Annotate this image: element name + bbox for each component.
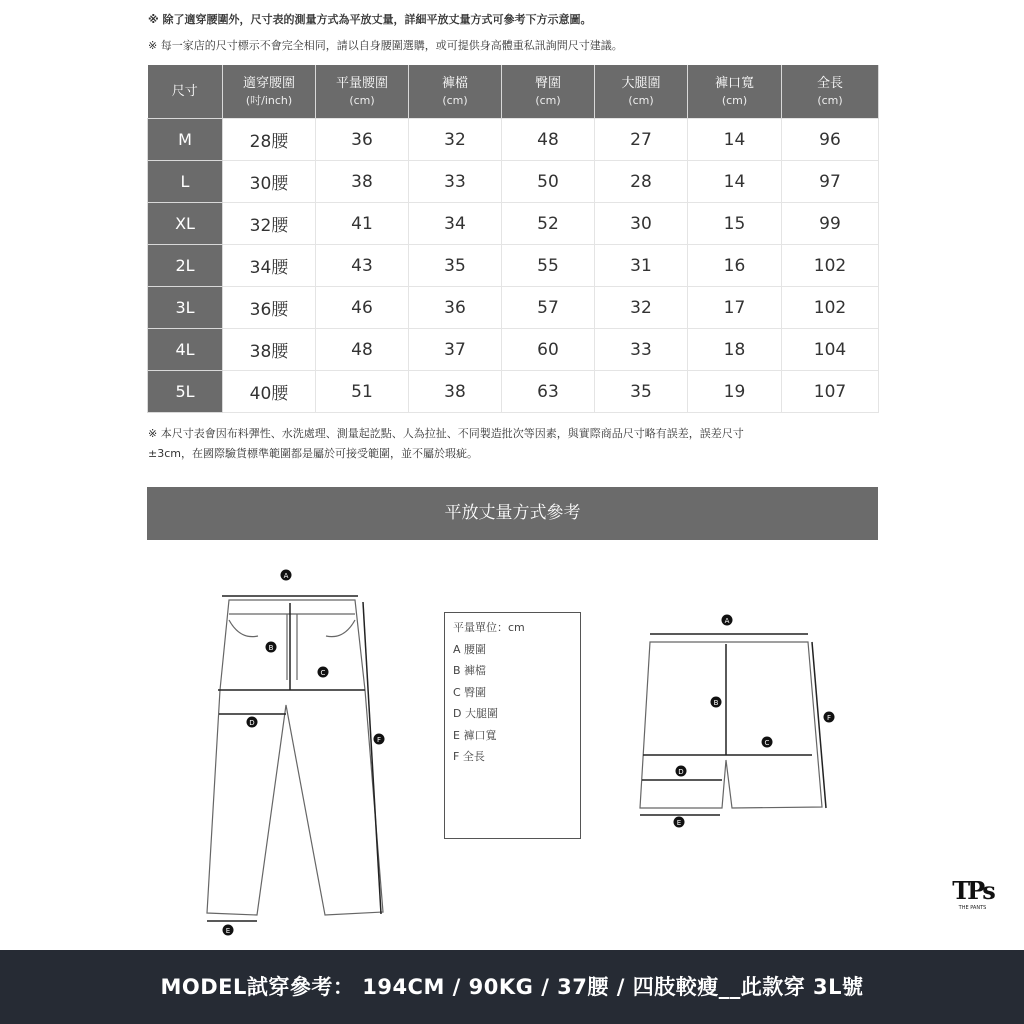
table-cell: 57 <box>502 287 595 329</box>
column-header-label: 平量腰圍 <box>335 75 388 91</box>
size-label-cell: 5L <box>148 371 223 413</box>
svg-text:D: D <box>678 768 684 776</box>
table-cell: 14 <box>688 161 782 203</box>
svg-text:A: A <box>724 617 730 625</box>
table-cell: 40腰 <box>223 371 316 413</box>
column-header-label: 臀圍 <box>534 75 561 91</box>
size-label-cell: M <box>148 119 223 161</box>
table-cell: 27 <box>595 119 688 161</box>
footnote-line1: ※ 本尺寸表會因布料彈性、水洗處理、測量起訖點、人為拉扯、不同製造批次等因素，與實際商品尺寸略有誤差，誤差尺寸 <box>148 427 744 440</box>
legend-item: C 臀圍 <box>453 685 487 699</box>
legend-item: F 全長 <box>453 750 485 763</box>
table-cell: 43 <box>316 245 409 287</box>
column-header-unit: (cm) <box>535 93 561 107</box>
table-cell: 34 <box>409 203 502 245</box>
svg-text:E: E <box>676 819 682 827</box>
logo-subtitle: THE PANTS <box>958 905 987 911</box>
table-cell: 96 <box>782 119 879 161</box>
table-cell: 36腰 <box>223 287 316 329</box>
shorts-outline <box>640 642 822 808</box>
svg-text:B: B <box>713 699 719 707</box>
legend-item: A 腰圍 <box>453 642 487 656</box>
table-cell: 34腰 <box>223 245 316 287</box>
legend-title: 平量單位：cm <box>453 621 525 634</box>
model-info-bar: MODEL試穿參考： 194CM / 90KG / 37腰 / 四肢較瘦__此款穿 3L號 <box>0 950 1024 1024</box>
marker-b <box>266 642 277 653</box>
table-cell: 38 <box>409 371 502 413</box>
column-header-label: 褲檔 <box>441 75 468 91</box>
marker-e <box>223 925 234 936</box>
column-header-unit: (cm) <box>442 93 468 107</box>
table-cell: 28腰 <box>223 119 316 161</box>
size-label-cell: L <box>148 161 223 203</box>
table-cell: 38 <box>316 161 409 203</box>
table-cell: 55 <box>502 245 595 287</box>
table-cell: 18 <box>688 329 782 371</box>
marker-b <box>711 697 722 708</box>
table-cell: 33 <box>595 329 688 371</box>
size-label-cell: 2L <box>148 245 223 287</box>
table-cell: 102 <box>782 245 879 287</box>
table-cell: 15 <box>688 203 782 245</box>
column-header-unit: (cm) <box>628 93 654 107</box>
measurement-banner: 平放丈量方式參考 <box>147 487 878 540</box>
size-label-cell: 4L <box>148 329 223 371</box>
svg-text:B: B <box>268 644 274 652</box>
note-size-advice: ※ 每一家店的尺寸標示不會完全相同，請以自身腰圍選購，或可提供身高體重私訊詢問尺寸建議。 <box>148 39 623 52</box>
table-cell: 50 <box>502 161 595 203</box>
table-cell: 36 <box>316 119 409 161</box>
table-cell: 17 <box>688 287 782 329</box>
size-label-cell: 3L <box>148 287 223 329</box>
svg-text:C: C <box>764 739 770 747</box>
table-cell: 48 <box>502 119 595 161</box>
column-header-label: 尺寸 <box>171 84 198 99</box>
footnote-line2: ±3cm，在國際驗貨標準範圍都是屬於可接受範圍，並不屬於瑕疵。 <box>148 447 478 460</box>
table-cell: 60 <box>502 329 595 371</box>
marker-d <box>247 717 258 728</box>
marker-a <box>722 615 733 626</box>
table-cell: 14 <box>688 119 782 161</box>
table-cell: 102 <box>782 287 879 329</box>
marker-c <box>318 667 329 678</box>
table-cell: 97 <box>782 161 879 203</box>
shorts-guides <box>640 634 826 815</box>
table-cell: 38腰 <box>223 329 316 371</box>
table-cell: 31 <box>595 245 688 287</box>
column-header-label: 全長 <box>816 75 843 91</box>
table-cell: 32 <box>409 119 502 161</box>
marker-f <box>824 712 835 723</box>
column-header-label: 適穿腰圍 <box>242 75 295 91</box>
note-flat-measure: ※ 除了適穿腰圍外，尺寸表的測量方式為平放丈量，詳細平放丈量方式可參考下方示意圖。 <box>148 13 592 26</box>
legend-item: E 褲口寬 <box>453 728 497 742</box>
logo-mark: TPs <box>952 876 993 905</box>
table-cell: 37 <box>409 329 502 371</box>
table-cell: 19 <box>688 371 782 413</box>
svg-text:D: D <box>249 719 255 727</box>
table-cell: 107 <box>782 371 879 413</box>
table-cell: 32腰 <box>223 203 316 245</box>
table-cell: 52 <box>502 203 595 245</box>
marker-a <box>281 570 292 581</box>
marker-f <box>374 734 385 745</box>
table-cell: 32 <box>595 287 688 329</box>
table-cell: 33 <box>409 161 502 203</box>
table-cell: 16 <box>688 245 782 287</box>
table-cell: 48 <box>316 329 409 371</box>
table-cell: 41 <box>316 203 409 245</box>
marker-c <box>762 737 773 748</box>
column-header-unit: (吋/inch) <box>245 93 293 107</box>
column-header-unit: (cm) <box>721 93 748 107</box>
table-cell: 51 <box>316 371 409 413</box>
table-cell: 99 <box>782 203 879 245</box>
svg-text:C: C <box>320 669 326 677</box>
column-header-unit: (cm) <box>817 93 843 107</box>
table-cell: 28 <box>595 161 688 203</box>
table-cell: 30腰 <box>223 161 316 203</box>
legend-item: B 褲檔 <box>453 664 487 677</box>
svg-text:F: F <box>376 736 382 744</box>
table-cell: 35 <box>409 245 502 287</box>
table-cell: 35 <box>595 371 688 413</box>
table-cell: 30 <box>595 203 688 245</box>
table-cell: 104 <box>782 329 879 371</box>
svg-text:F: F <box>826 714 832 722</box>
size-label-cell: XL <box>148 203 223 245</box>
svg-text:E: E <box>225 927 231 935</box>
column-header-label: 褲口寬 <box>714 75 754 91</box>
table-cell: 46 <box>316 287 409 329</box>
long-pants-guides <box>207 596 381 921</box>
table-cell: 63 <box>502 371 595 413</box>
marker-e <box>674 817 685 828</box>
marker-d <box>676 766 687 777</box>
measurement-legend <box>444 612 581 839</box>
table-cell: 36 <box>409 287 502 329</box>
column-header-unit: (cm) <box>349 93 375 107</box>
svg-text:A: A <box>283 572 289 580</box>
column-header-label: 大腿圍 <box>621 75 661 91</box>
brand-logo <box>950 876 995 911</box>
long-pants-outline <box>207 600 383 915</box>
legend-item: D 大腿圍 <box>453 707 498 720</box>
